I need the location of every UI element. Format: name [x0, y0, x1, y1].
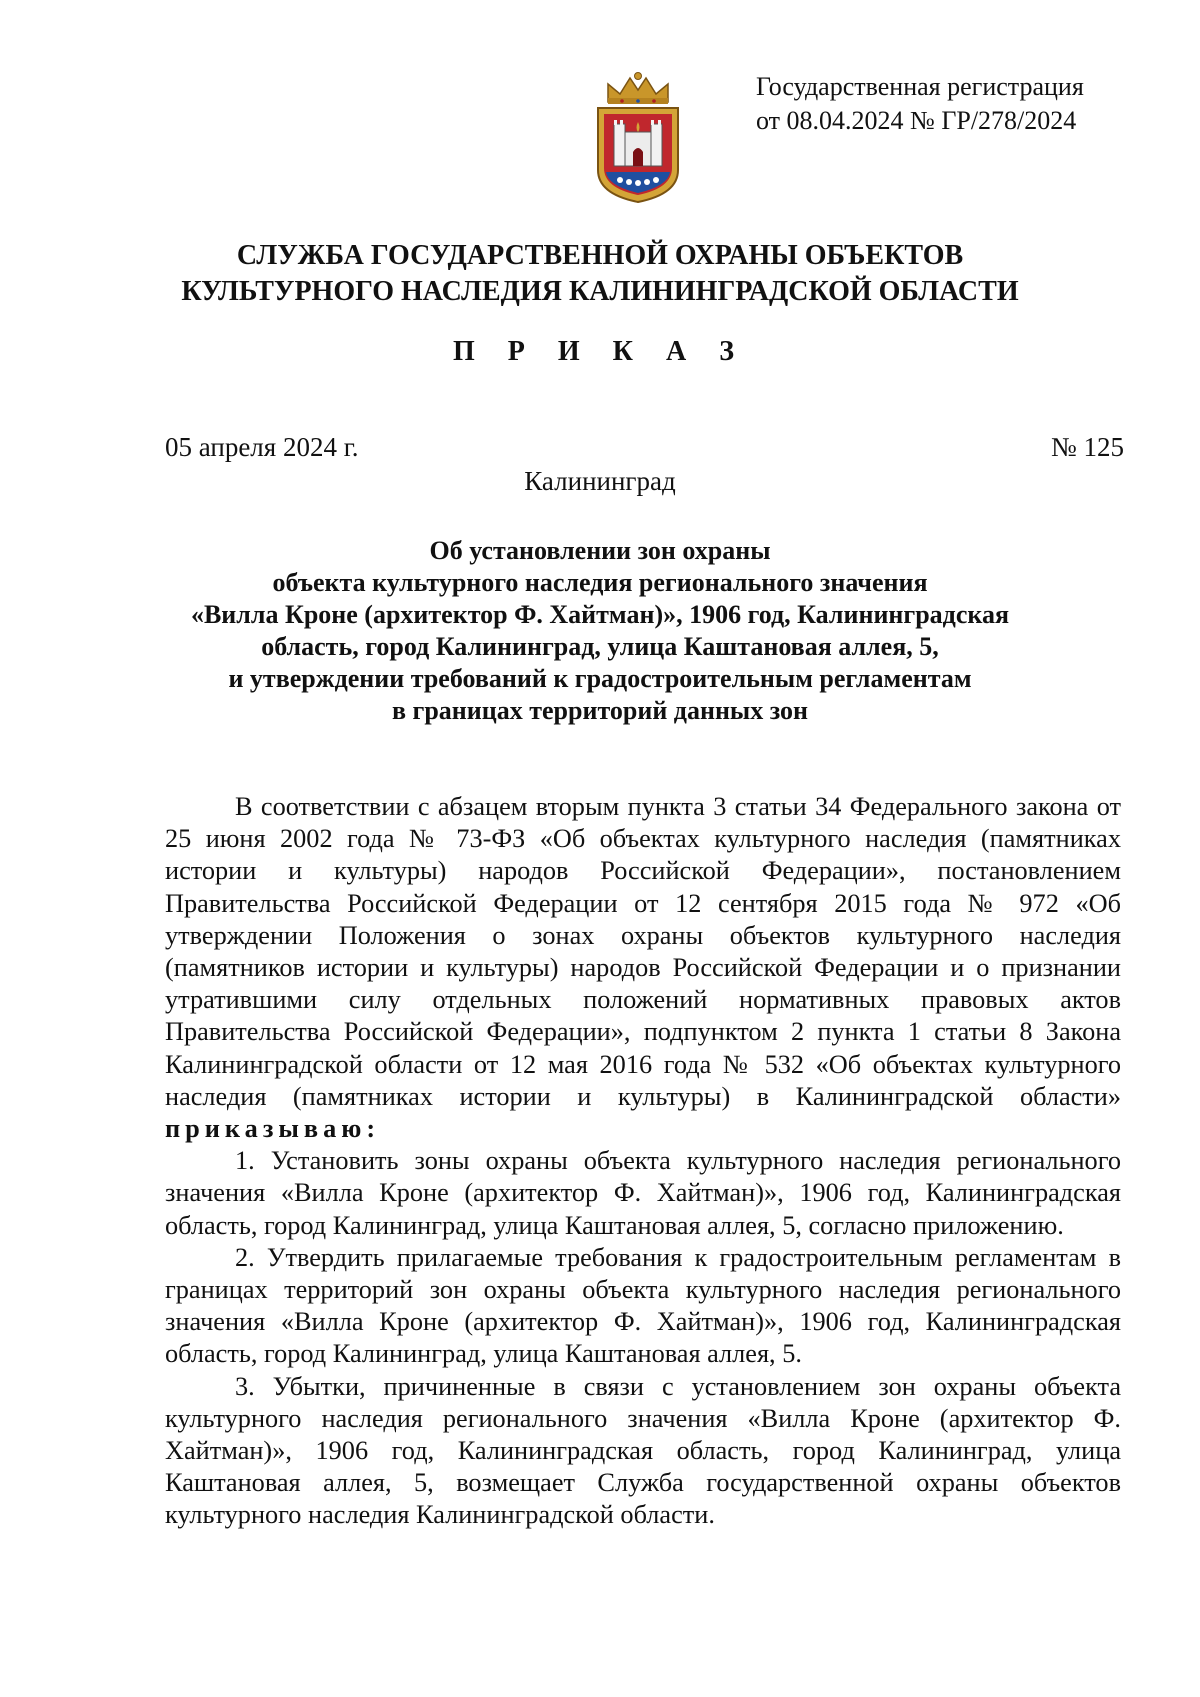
organization-title-line: СЛУЖБА ГОСУДАРСТВЕННОЙ ОХРАНЫ ОБЪЕКТОВ	[236, 240, 964, 271]
subject-line: в границах территорий данных зон	[392, 696, 808, 725]
preamble-paragraph	[165, 791, 1121, 1145]
document-subject	[120, 535, 1080, 727]
subject-line: и утверждении требований к градостроительным регламентам	[228, 664, 972, 693]
kaliningrad-coat-of-arms-icon	[592, 72, 684, 204]
registration-number: от 08.04.2024 № ГР/278/2024	[756, 106, 1077, 135]
document-number: № 125	[1050, 432, 1124, 462]
subject-line: область, город Калининград, улица Каштановая аллея, 5,	[261, 632, 939, 661]
subject-line: «Вилла Кроне (архитектор Ф. Хайтман)», 1906 год, Калининградская	[190, 600, 1010, 629]
order-item: 1. Установить зоны охраны объекта культурного наследия регионального значения «Вилла Кроне (архитектор Ф. Хайтман)», 1906 год, Калининградская область, город Калининград, улица Каштановая аллея, 5, согласно приложению.	[165, 1146, 1121, 1240]
document-city: Калининград	[524, 466, 676, 496]
document-type: П Р И К А З	[453, 336, 747, 367]
document-date: 05 апреля 2024 г.	[165, 432, 359, 462]
organization-title	[0, 238, 1200, 310]
order-item: 2. Утвердить прилагаемые требования к градостроительным регламентам в границах территорий зон охраны объекта культурного наследия регионального значения «Вилла Кроне (архитектор Ф. Хайтман)», 1906 год, Калининградская область, город Калининград, улица Каштановая аллея, 5.	[165, 1242, 1121, 1369]
document-body	[165, 791, 1121, 1532]
subject-line: Об установлении зон охраны	[429, 536, 771, 565]
organization-title-line: КУЛЬТУРНОГО НАСЛЕДИЯ КАЛИНИНГРАДСКОЙ ОБЛАСТИ	[181, 276, 1019, 307]
preamble-text: В соответствии с абзацем вторым пункта 3 статьи 34 Федерального закона от 25 июня 2002 года № 73-ФЗ «Об объектах культурного наследия (памятниках истории и культуры) народов Российской Федерации», постановлением Правительства Российской Федерации от 12 сентября 2015 года № 972 «Об утверждении Положения о зонах охраны объектов культурного наследия (памятников истории и культуры) народов Российской Федерации и о признании утратившими силу отдельных положений нормативных правовых актов Правительства Российской Федерации», подпунктом 2 пункта 1 статьи 8 Закона Калининградской области от 12 мая 2016 года № 532 «Об объектах культурного наследия (памятниках истории и культуры) в Калининградской области»	[165, 792, 1121, 1111]
registration-label: Государственная регистрация	[756, 72, 1084, 101]
order-word: приказываю:	[165, 1114, 381, 1144]
order-item: 3. Убытки, причиненные в связи с установлением зон охраны объекта культурного наследия регионального значения «Вилла Кроне (архитектор Ф. Хайтман)», 1906 год, Калининградская область, город Калининград, улица Каштановая аллея, 5, возмещает Служба государственной охраны объектов культурного наследия Калининградской области.	[165, 1371, 1121, 1530]
subject-line: объекта культурного наследия регионального значения	[272, 568, 928, 597]
registration-stamp	[756, 70, 1176, 138]
